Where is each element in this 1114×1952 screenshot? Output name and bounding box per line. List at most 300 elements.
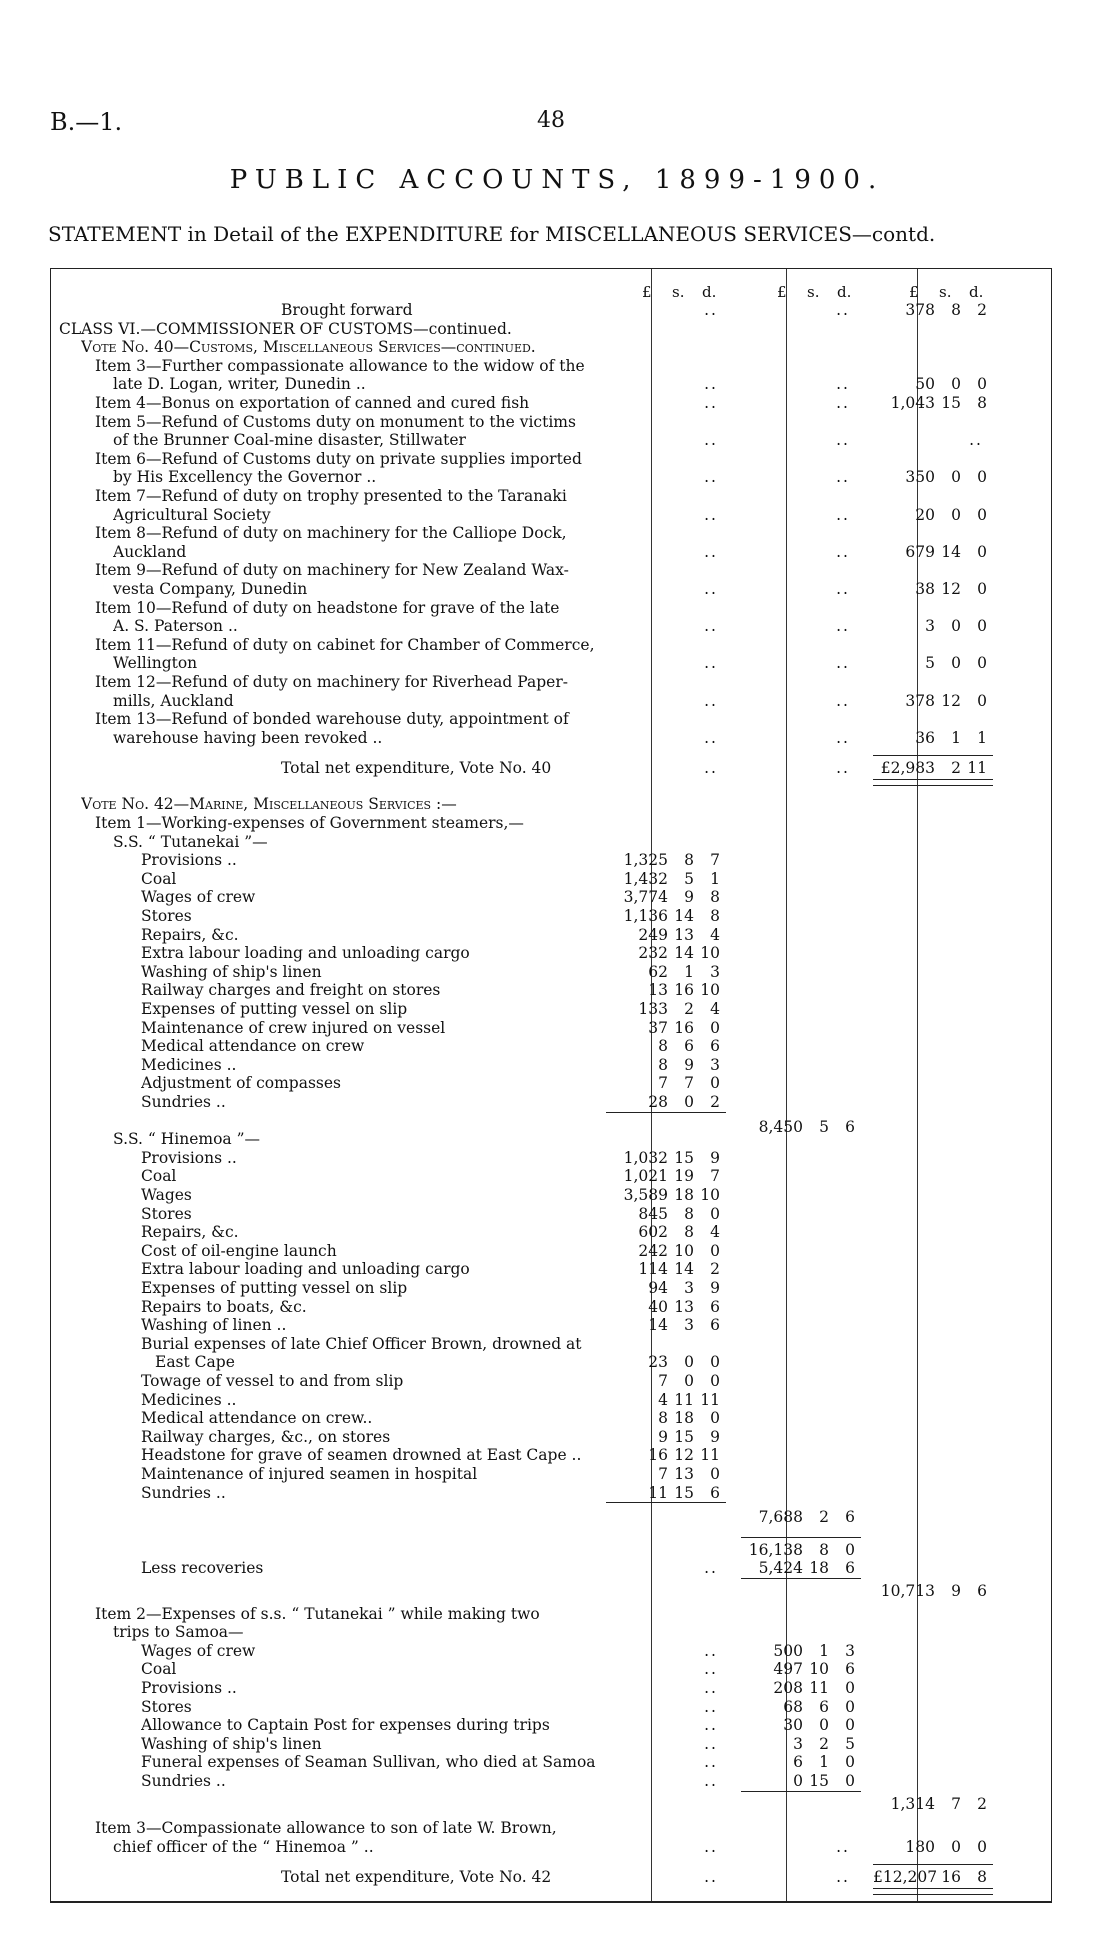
shillings: 7 [951, 1794, 961, 1813]
pence: 6 [710, 1037, 720, 1056]
ditto-mark: .. [836, 394, 850, 412]
item-row [51, 580, 1051, 598]
ditto-mark: .. [704, 580, 718, 598]
pounds: 845 [638, 1204, 668, 1223]
shillings: 12 [674, 1446, 694, 1465]
pounds: 602 [638, 1223, 668, 1242]
ditto-mark: .. [704, 394, 718, 412]
shillings-header: s. [672, 283, 685, 301]
row-label: Item 12—Refund of duty on machinery for Riverhead Paper- [95, 673, 568, 691]
row-label: Maintenance of crew injured on vessel [141, 1018, 446, 1037]
pounds: 23 [648, 1353, 668, 1372]
shillings: 15 [674, 1483, 694, 1502]
pence: 0 [845, 1716, 855, 1735]
pence: 0 [710, 1409, 720, 1428]
pounds: 5,424 [758, 1559, 803, 1578]
pounds: 5 [925, 654, 935, 673]
shillings: 13 [674, 1465, 694, 1483]
pounds: 0 [793, 1772, 803, 1790]
row-label: Adjustment of compasses [141, 1074, 342, 1093]
shillings: 1 [819, 1753, 829, 1772]
shillings: 5 [684, 869, 694, 888]
shillings: 0 [819, 1716, 829, 1735]
item-row [51, 394, 1051, 412]
shillings: 10 [674, 1241, 694, 1260]
double-rule [873, 779, 993, 786]
expense-row [51, 1223, 1051, 1241]
pence: 0 [977, 617, 987, 636]
page-number: 48 [537, 108, 565, 133]
row-label: warehouse having been revoked .. [113, 728, 383, 747]
item-row [51, 561, 1051, 579]
shillings: 0 [951, 654, 961, 673]
shillings: 8 [951, 301, 961, 319]
shillings: 16 [674, 981, 694, 1000]
pounds: 232 [638, 944, 668, 963]
vessel-heading [51, 833, 1051, 851]
ditto-mark: .. [704, 1734, 718, 1753]
row-label: Medical attendance on crew.. [141, 1409, 373, 1428]
shillings: 8 [684, 1223, 694, 1242]
expense-row [51, 944, 1051, 962]
pounds: 1,314 [890, 1794, 935, 1813]
pounds: 1,021 [623, 1167, 668, 1186]
row-label: Sundries .. [141, 1772, 226, 1790]
row-label: Item 5—Refund of Customs duty on monument to the victims [95, 412, 576, 431]
row-label: Extra labour loading and unloading cargo [141, 1260, 470, 1279]
pounds: 1,432 [623, 869, 668, 888]
row-label: A. S. Paterson .. [113, 617, 238, 636]
pence: 4 [710, 1000, 720, 1018]
shillings: 18 [674, 1409, 694, 1428]
shillings: 1 [951, 728, 961, 747]
row-label: Coal [141, 1167, 177, 1186]
item-row [51, 692, 1051, 710]
expense-row [51, 1316, 1051, 1334]
row-label: Vote No. 42—Marine, Miscellaneous Services :— [81, 795, 457, 814]
shillings: 3 [684, 1279, 694, 1297]
ditto-mark: .. [704, 505, 718, 524]
expense-row [51, 1428, 1051, 1446]
row-label: Towage of vessel to and from slip [141, 1372, 404, 1390]
pence: 3 [710, 1055, 720, 1074]
pence: 11 [700, 1446, 720, 1465]
pence: 8 [710, 907, 720, 925]
row-label: Auckland [113, 542, 187, 561]
row-label: Wages [141, 1186, 192, 1204]
pence: 9 [710, 1279, 720, 1297]
pounds: 3,774 [623, 888, 668, 907]
row-label: Allowance to Captain Post for expenses during trips [141, 1716, 550, 1735]
row-label: Medicines .. [141, 1055, 237, 1074]
expense-row [51, 1735, 1051, 1753]
pounds: 30 [783, 1716, 803, 1735]
expense-row [51, 1772, 1051, 1790]
expense-row [51, 1074, 1051, 1092]
row-label: Item 10—Refund of duty on headstone for grave of the late [95, 598, 560, 617]
pence: 7 [710, 851, 720, 870]
pence: 6 [710, 1297, 720, 1316]
row-label: Agricultural Society [113, 505, 271, 524]
shillings: 0 [951, 375, 961, 394]
row-label: Stores [141, 1697, 192, 1716]
shillings: 2 [951, 759, 961, 778]
expense-row [51, 1279, 1051, 1297]
sum-rule [606, 1112, 726, 1113]
pence: 11 [967, 759, 987, 778]
row-label: Sundries .. [141, 1093, 226, 1111]
document-code: B.—1. [50, 108, 123, 136]
pence: 0 [710, 1074, 720, 1093]
row-label: Coal [141, 1660, 177, 1679]
pounds: 3 [925, 617, 935, 636]
ditto-mark: .. [836, 431, 850, 450]
ditto-mark: .. [704, 1753, 718, 1772]
shillings: 0 [684, 1353, 694, 1372]
pounds: 10,713 [880, 1582, 935, 1600]
pounds: 16 [648, 1446, 668, 1465]
expense-row [51, 963, 1051, 981]
item-row [51, 636, 1051, 654]
row-label: Vote No. 40—Customs, Miscellaneous Services—continued. [81, 338, 536, 357]
shillings: 8 [684, 1204, 694, 1223]
expense-row [51, 1484, 1051, 1502]
row-label: Provisions .. [141, 851, 237, 870]
row-label: Maintenance of injured seamen in hospital [141, 1465, 478, 1483]
shillings: 8 [684, 851, 694, 870]
pounds: 8 [658, 1037, 668, 1056]
pounds: 350 [905, 468, 935, 487]
expenditure-table [50, 268, 1052, 1903]
row-label: vesta Company, Dunedin [113, 580, 308, 598]
item-row [51, 654, 1051, 672]
expense-row [51, 1679, 1051, 1697]
expense-row [51, 907, 1051, 925]
pounds: 38 [915, 580, 935, 598]
shillings: 14 [674, 907, 694, 925]
shillings-header: s. [939, 283, 952, 301]
sum-rule [606, 1502, 726, 1503]
shillings: 11 [674, 1390, 694, 1409]
pence-header: d. [702, 283, 717, 301]
shillings: 11 [809, 1679, 829, 1697]
shillings: 0 [951, 617, 961, 636]
pounds: 378 [905, 691, 935, 710]
row-label: Item 3—Further compassionate allowance to the widow of the [95, 356, 585, 375]
vessel-subtotal-row [51, 1508, 1051, 1526]
shillings: 10 [809, 1660, 829, 1679]
ditto-mark: .. [704, 375, 718, 394]
pence: 2 [710, 1260, 720, 1279]
row-label: Wages of crew [141, 888, 256, 907]
shillings: 7 [684, 1074, 694, 1093]
row-label: Railway charges, &c., on stores [141, 1427, 391, 1446]
ditto-mark: .. [704, 1772, 718, 1790]
pence: 0 [845, 1697, 855, 1716]
double-rule [873, 1888, 993, 1895]
pounds: 7,688 [758, 1508, 803, 1527]
shillings: 15 [674, 1148, 694, 1167]
shillings: 2 [684, 1000, 694, 1018]
item-heading [51, 1623, 1051, 1641]
shillings: 16 [941, 1868, 961, 1887]
row-label: S.S. “ Tutanekai ”— [113, 832, 268, 851]
expense-row [51, 1298, 1051, 1316]
pence: 9 [710, 1427, 720, 1446]
pence: 6 [845, 1559, 855, 1578]
item-row [51, 524, 1051, 542]
expense-row [51, 870, 1051, 888]
pounds: 133 [638, 1000, 668, 1018]
pence: 3 [845, 1641, 855, 1660]
ditto-mark: .. [836, 468, 850, 487]
shillings: 1 [684, 962, 694, 981]
ditto-mark: .. [704, 1660, 718, 1679]
pounds: 1,136 [623, 907, 668, 925]
pounds: 679 [905, 542, 935, 561]
pounds: 37 [648, 1018, 668, 1037]
expense-row [51, 926, 1051, 944]
ditto-mark: .. [704, 654, 718, 673]
shillings: 6 [684, 1037, 694, 1056]
pounds: 378 [905, 301, 935, 319]
pence: 0 [710, 1018, 720, 1037]
ditto-mark: .. [969, 431, 983, 450]
item-heading [51, 814, 1051, 832]
vessel-heading [51, 1130, 1051, 1148]
ditto-mark: .. [836, 301, 850, 319]
item-net-row [51, 1582, 1051, 1600]
expense-row [51, 1409, 1051, 1427]
pounds: 8 [658, 1409, 668, 1428]
pence: 1 [977, 728, 987, 747]
item-heading [51, 1605, 1051, 1623]
pounds: 7 [658, 1465, 668, 1483]
ditto-mark: .. [836, 691, 850, 710]
shillings: 9 [684, 1055, 694, 1074]
pence: 6 [845, 1660, 855, 1679]
item-row [51, 487, 1051, 505]
item-row [51, 375, 1051, 393]
expense-row [51, 1642, 1051, 1660]
item-row [51, 617, 1051, 635]
row-label: Repairs, &c. [141, 925, 239, 944]
pounds: 36 [915, 728, 935, 747]
item-row [51, 431, 1051, 449]
statement-subtitle: STATEMENT in Detail of the EXPENDITURE for MISCELLANEOUS SERVICES—contd. [48, 222, 936, 246]
vote-heading [51, 338, 1051, 356]
pence: 11 [700, 1390, 720, 1409]
row-label: mills, Auckland [113, 691, 234, 710]
pounds: 242 [638, 1241, 668, 1260]
shillings: 12 [941, 691, 961, 710]
ditto-mark: .. [704, 617, 718, 636]
pence: 0 [710, 1465, 720, 1483]
row-label: Railway charges and freight on stores [141, 981, 441, 1000]
expense-row [51, 888, 1051, 906]
item-row [51, 710, 1051, 728]
shillings: 16 [674, 1018, 694, 1037]
shillings: 0 [951, 505, 961, 524]
pence: 0 [977, 542, 987, 561]
pounds: 180 [905, 1837, 935, 1856]
pence: 3 [710, 962, 720, 981]
shillings: 9 [684, 888, 694, 907]
pence: 0 [845, 1753, 855, 1772]
pounds: 6 [793, 1753, 803, 1772]
pounds: 7 [658, 1074, 668, 1093]
expense-row [51, 1019, 1051, 1037]
row-label: CLASS VI.—COMMISSIONER OF CUSTOMS—continued. [59, 319, 512, 338]
pounds: 208 [773, 1679, 803, 1697]
pounds: 13 [648, 981, 668, 1000]
sum-rule [873, 755, 993, 756]
pence: 8 [710, 888, 720, 907]
pounds: 8 [658, 1055, 668, 1074]
expense-row [51, 1446, 1051, 1464]
pence-header: d. [969, 283, 984, 301]
less-recoveries-row [51, 1559, 1051, 1577]
row-label: Repairs, &c. [141, 1223, 239, 1242]
row-label: Item 8—Refund of duty on machinery for the Calliope Dock, [95, 524, 567, 543]
ditto-mark: .. [836, 654, 850, 673]
shillings: 0 [951, 1837, 961, 1856]
pence: 5 [845, 1734, 855, 1753]
pence: 0 [977, 580, 987, 598]
pence: 8 [977, 1868, 987, 1887]
pence: 6 [977, 1582, 987, 1600]
row-label: trips to Samoa— [113, 1623, 244, 1642]
shillings: 15 [674, 1427, 694, 1446]
row-label: Total net expenditure, Vote No. 42 [281, 1868, 552, 1887]
expense-row [51, 1353, 1051, 1371]
ditto-mark: .. [704, 542, 718, 561]
ditto-mark: .. [836, 1837, 850, 1856]
item-row [51, 357, 1051, 375]
shillings: 14 [941, 542, 961, 561]
pence: 2 [977, 1794, 987, 1813]
page-title: PUBLIC ACCOUNTS, 1899-1900. [229, 165, 885, 195]
pounds: 68 [783, 1697, 803, 1716]
sum-rule [873, 1864, 993, 1865]
pounds: 1,032 [623, 1148, 668, 1167]
item-row [51, 413, 1051, 431]
row-label: Item 7—Refund of duty on trophy presented to the Taranaki [95, 487, 567, 505]
ditto-mark: .. [704, 301, 718, 319]
pence: 0 [710, 1204, 720, 1223]
shillings: 18 [809, 1559, 829, 1578]
row-label: Burial expenses of late Chief Officer Brown, drowned at [141, 1334, 582, 1353]
ditto-mark: .. [836, 617, 850, 636]
expense-row [51, 1167, 1051, 1185]
expense-row [51, 1465, 1051, 1483]
pence: 0 [845, 1540, 855, 1559]
item-row [51, 1838, 1051, 1856]
sum-rule [741, 1578, 861, 1579]
row-label: Wellington [113, 654, 198, 673]
ditto-mark: .. [836, 542, 850, 561]
pence: 0 [710, 1353, 720, 1372]
row-label: Medicines .. [141, 1390, 237, 1409]
item-row [51, 468, 1051, 486]
ditto-mark: .. [704, 468, 718, 487]
expense-row [51, 1000, 1051, 1018]
pence: 0 [845, 1772, 855, 1790]
ditto-mark: .. [704, 759, 718, 778]
row-label: Item 2—Expenses of s.s. “ Tutanekai ” while making two [95, 1604, 540, 1623]
pound-header: £ [642, 283, 652, 301]
pence: 0 [977, 375, 987, 394]
shillings: 13 [674, 925, 694, 944]
sum-rule [741, 1537, 861, 1538]
pence: 1 [710, 869, 720, 888]
row-label: Brought forward [281, 301, 413, 319]
shillings-header: s. [807, 283, 820, 301]
item-row [51, 1819, 1051, 1837]
expense-row [51, 1186, 1051, 1204]
row-label: Washing of ship's linen [141, 962, 322, 981]
expense-row [51, 1149, 1051, 1167]
pence: 2 [710, 1093, 720, 1111]
shillings: 18 [674, 1186, 694, 1204]
shillings: 2 [819, 1508, 829, 1527]
item-row [51, 543, 1051, 561]
expense-row [51, 1753, 1051, 1771]
ditto-mark: .. [704, 728, 718, 747]
row-label: Item 4—Bonus on exportation of canned and cured fish [95, 394, 530, 412]
pence: 4 [710, 1223, 720, 1242]
row-label: S.S. “ Hinemoa ”— [113, 1130, 261, 1149]
pence: 0 [977, 1837, 987, 1856]
pounds: £2,983 [880, 759, 935, 778]
vote-heading [51, 795, 1051, 813]
ditto-mark: .. [704, 431, 718, 450]
pence: 0 [845, 1679, 855, 1697]
shillings: 15 [941, 394, 961, 412]
row-label: Wages of crew [141, 1641, 256, 1660]
shillings: 0 [684, 1093, 694, 1111]
shillings: 1 [819, 1641, 829, 1660]
pence: 6 [710, 1483, 720, 1502]
pounds: £12,207 [873, 1868, 938, 1887]
ditto-mark: .. [836, 580, 850, 598]
item-total-row [51, 1795, 1051, 1813]
expense-row [51, 1372, 1051, 1390]
pound-header: £ [909, 283, 919, 301]
pence: 6 [845, 1117, 855, 1136]
pounds: 9 [658, 1427, 668, 1446]
row-label: Provisions .. [141, 1148, 237, 1167]
item-row [51, 450, 1051, 468]
pounds: 94 [648, 1279, 668, 1297]
item-row [51, 506, 1051, 524]
ditto-mark: .. [704, 1559, 718, 1578]
pounds: 16,138 [748, 1540, 803, 1559]
pounds: 28 [648, 1093, 668, 1111]
ditto-mark: .. [836, 505, 850, 524]
pounds: 40 [648, 1297, 668, 1316]
row-label: Extra labour loading and unloading cargo [141, 944, 470, 963]
pence: 2 [977, 301, 987, 319]
row-label: Washing of linen .. [141, 1316, 287, 1335]
row-label: Stores [141, 907, 192, 925]
pounds: 14 [648, 1316, 668, 1335]
vote-total-row [51, 1868, 1051, 1886]
shillings: 5 [819, 1117, 829, 1136]
expense-row [51, 1260, 1051, 1278]
row-label: Washing of ship's linen [141, 1734, 322, 1753]
expense-row [51, 1335, 1051, 1353]
